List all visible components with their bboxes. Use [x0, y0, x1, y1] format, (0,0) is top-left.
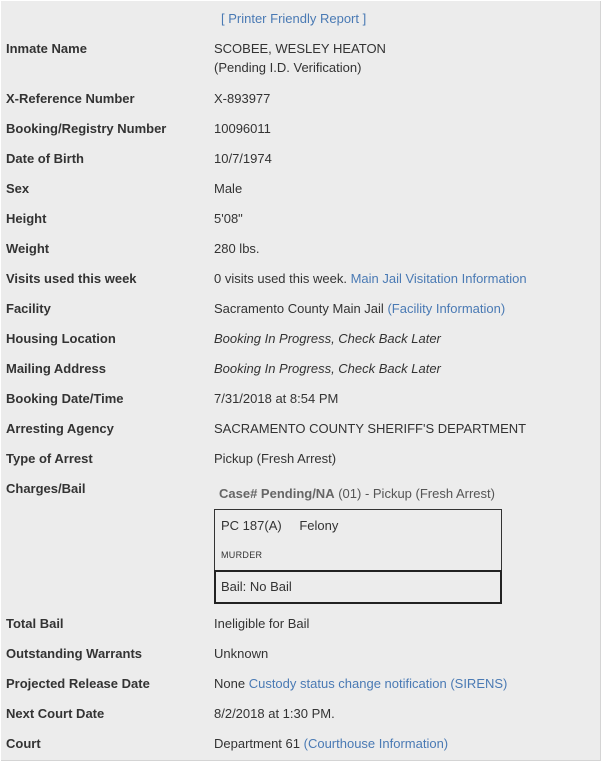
inmate-detail-panel	[1, 1, 601, 761]
release-text: None	[214, 676, 246, 691]
case-detail: (01) - Pickup (Fresh Arrest)	[338, 486, 495, 501]
value-xref: X-893977	[214, 91, 271, 106]
label-inmate-name: Inmate Name	[6, 41, 87, 56]
visits-text: 0 visits used this week.	[214, 271, 347, 286]
value-weight: 280 lbs.	[214, 241, 260, 256]
row-housing	[1, 331, 599, 351]
facility-info-link[interactable]: (Facility Information)	[387, 301, 506, 316]
row-court-date	[1, 706, 599, 726]
label-charges: Charges/Bail	[6, 481, 86, 496]
value-warrants: Unknown	[214, 646, 269, 661]
charge-box	[214, 509, 502, 571]
value-inmate-name	[214, 41, 386, 75]
value-agency: SACRAMENTO COUNTY SHERIFF'S DEPARTMENT	[214, 421, 527, 436]
value-height: 5'08"	[214, 211, 243, 226]
value-court-date: 8/2/2018 at 1:30 PM.	[214, 706, 335, 721]
value-dob: 10/7/1974	[214, 151, 272, 166]
value-release	[214, 676, 507, 691]
value-booking-number: 10096011	[214, 121, 271, 136]
row-agency	[1, 421, 599, 441]
row-visits	[1, 271, 599, 291]
row-warrants	[1, 646, 599, 666]
label-dob: Date of Birth	[6, 151, 84, 166]
row-dob	[1, 151, 599, 171]
row-inmate-name	[1, 41, 599, 75]
label-housing: Housing Location	[6, 331, 116, 346]
value-court	[214, 736, 448, 751]
row-booking-number	[1, 121, 599, 141]
inmate-name-text: SCOBEE, WESLEY HEATON	[214, 41, 386, 56]
charge-code-line	[221, 518, 338, 533]
row-booking-date	[1, 391, 599, 411]
label-court-date: Next Court Date	[6, 706, 105, 721]
printer-friendly-link[interactable]: [ Printer Friendly Report ]	[221, 11, 367, 26]
inmate-name-note: (Pending I.D. Verification)	[214, 60, 362, 75]
value-mailing: Booking In Progress, Check Back Later	[214, 361, 441, 376]
label-arrest-type: Type of Arrest	[6, 451, 93, 466]
bail-box	[214, 570, 502, 604]
row-sex	[1, 181, 599, 201]
sirens-link[interactable]: Custody status change notification (SIRENS)	[248, 676, 508, 691]
label-booking-date: Booking Date/Time	[6, 391, 124, 406]
label-visits: Visits used this week	[6, 271, 137, 286]
row-release	[1, 676, 599, 696]
row-court	[1, 736, 599, 756]
label-facility: Facility	[6, 301, 51, 316]
charge-case-line	[219, 486, 495, 501]
bail-text: Bail: No Bail	[221, 579, 292, 594]
value-booking-date: 7/31/2018 at 8:54 PM	[214, 391, 339, 406]
row-mailing	[1, 361, 599, 381]
label-total-bail: Total Bail	[6, 616, 64, 631]
row-total-bail	[1, 616, 599, 636]
charge-code: PC 187(A)	[221, 518, 282, 533]
value-sex: Male	[214, 181, 243, 196]
row-arrest-type	[1, 451, 599, 471]
charge-severity: Felony	[299, 518, 339, 533]
label-mailing: Mailing Address	[6, 361, 106, 376]
label-height: Height	[6, 211, 47, 226]
label-agency: Arresting Agency	[6, 421, 114, 436]
visitation-info-link[interactable]: Main Jail Visitation Information	[350, 271, 527, 286]
label-release: Projected Release Date	[6, 676, 150, 691]
case-number: Case# Pending/NA	[219, 486, 335, 501]
value-arrest-type: Pickup (Fresh Arrest)	[214, 451, 337, 466]
row-height	[1, 211, 599, 231]
label-weight: Weight	[6, 241, 50, 256]
label-booking-number: Booking/Registry Number	[6, 121, 167, 136]
label-sex: Sex	[6, 181, 30, 196]
charge-description: MURDER	[221, 550, 263, 560]
label-court: Court	[6, 736, 41, 751]
label-warrants: Outstanding Warrants	[6, 646, 143, 661]
row-weight	[1, 241, 599, 261]
court-text: Department 61	[214, 736, 300, 751]
label-xref: X-Reference Number	[6, 91, 135, 106]
row-facility	[1, 301, 599, 321]
row-xref	[1, 91, 599, 111]
courthouse-info-link[interactable]: (Courthouse Information)	[303, 736, 449, 751]
value-facility	[214, 301, 505, 316]
value-visits	[214, 271, 527, 286]
value-total-bail: Ineligible for Bail	[214, 616, 310, 631]
facility-text: Sacramento County Main Jail	[214, 301, 384, 316]
value-housing: Booking In Progress, Check Back Later	[214, 331, 441, 346]
